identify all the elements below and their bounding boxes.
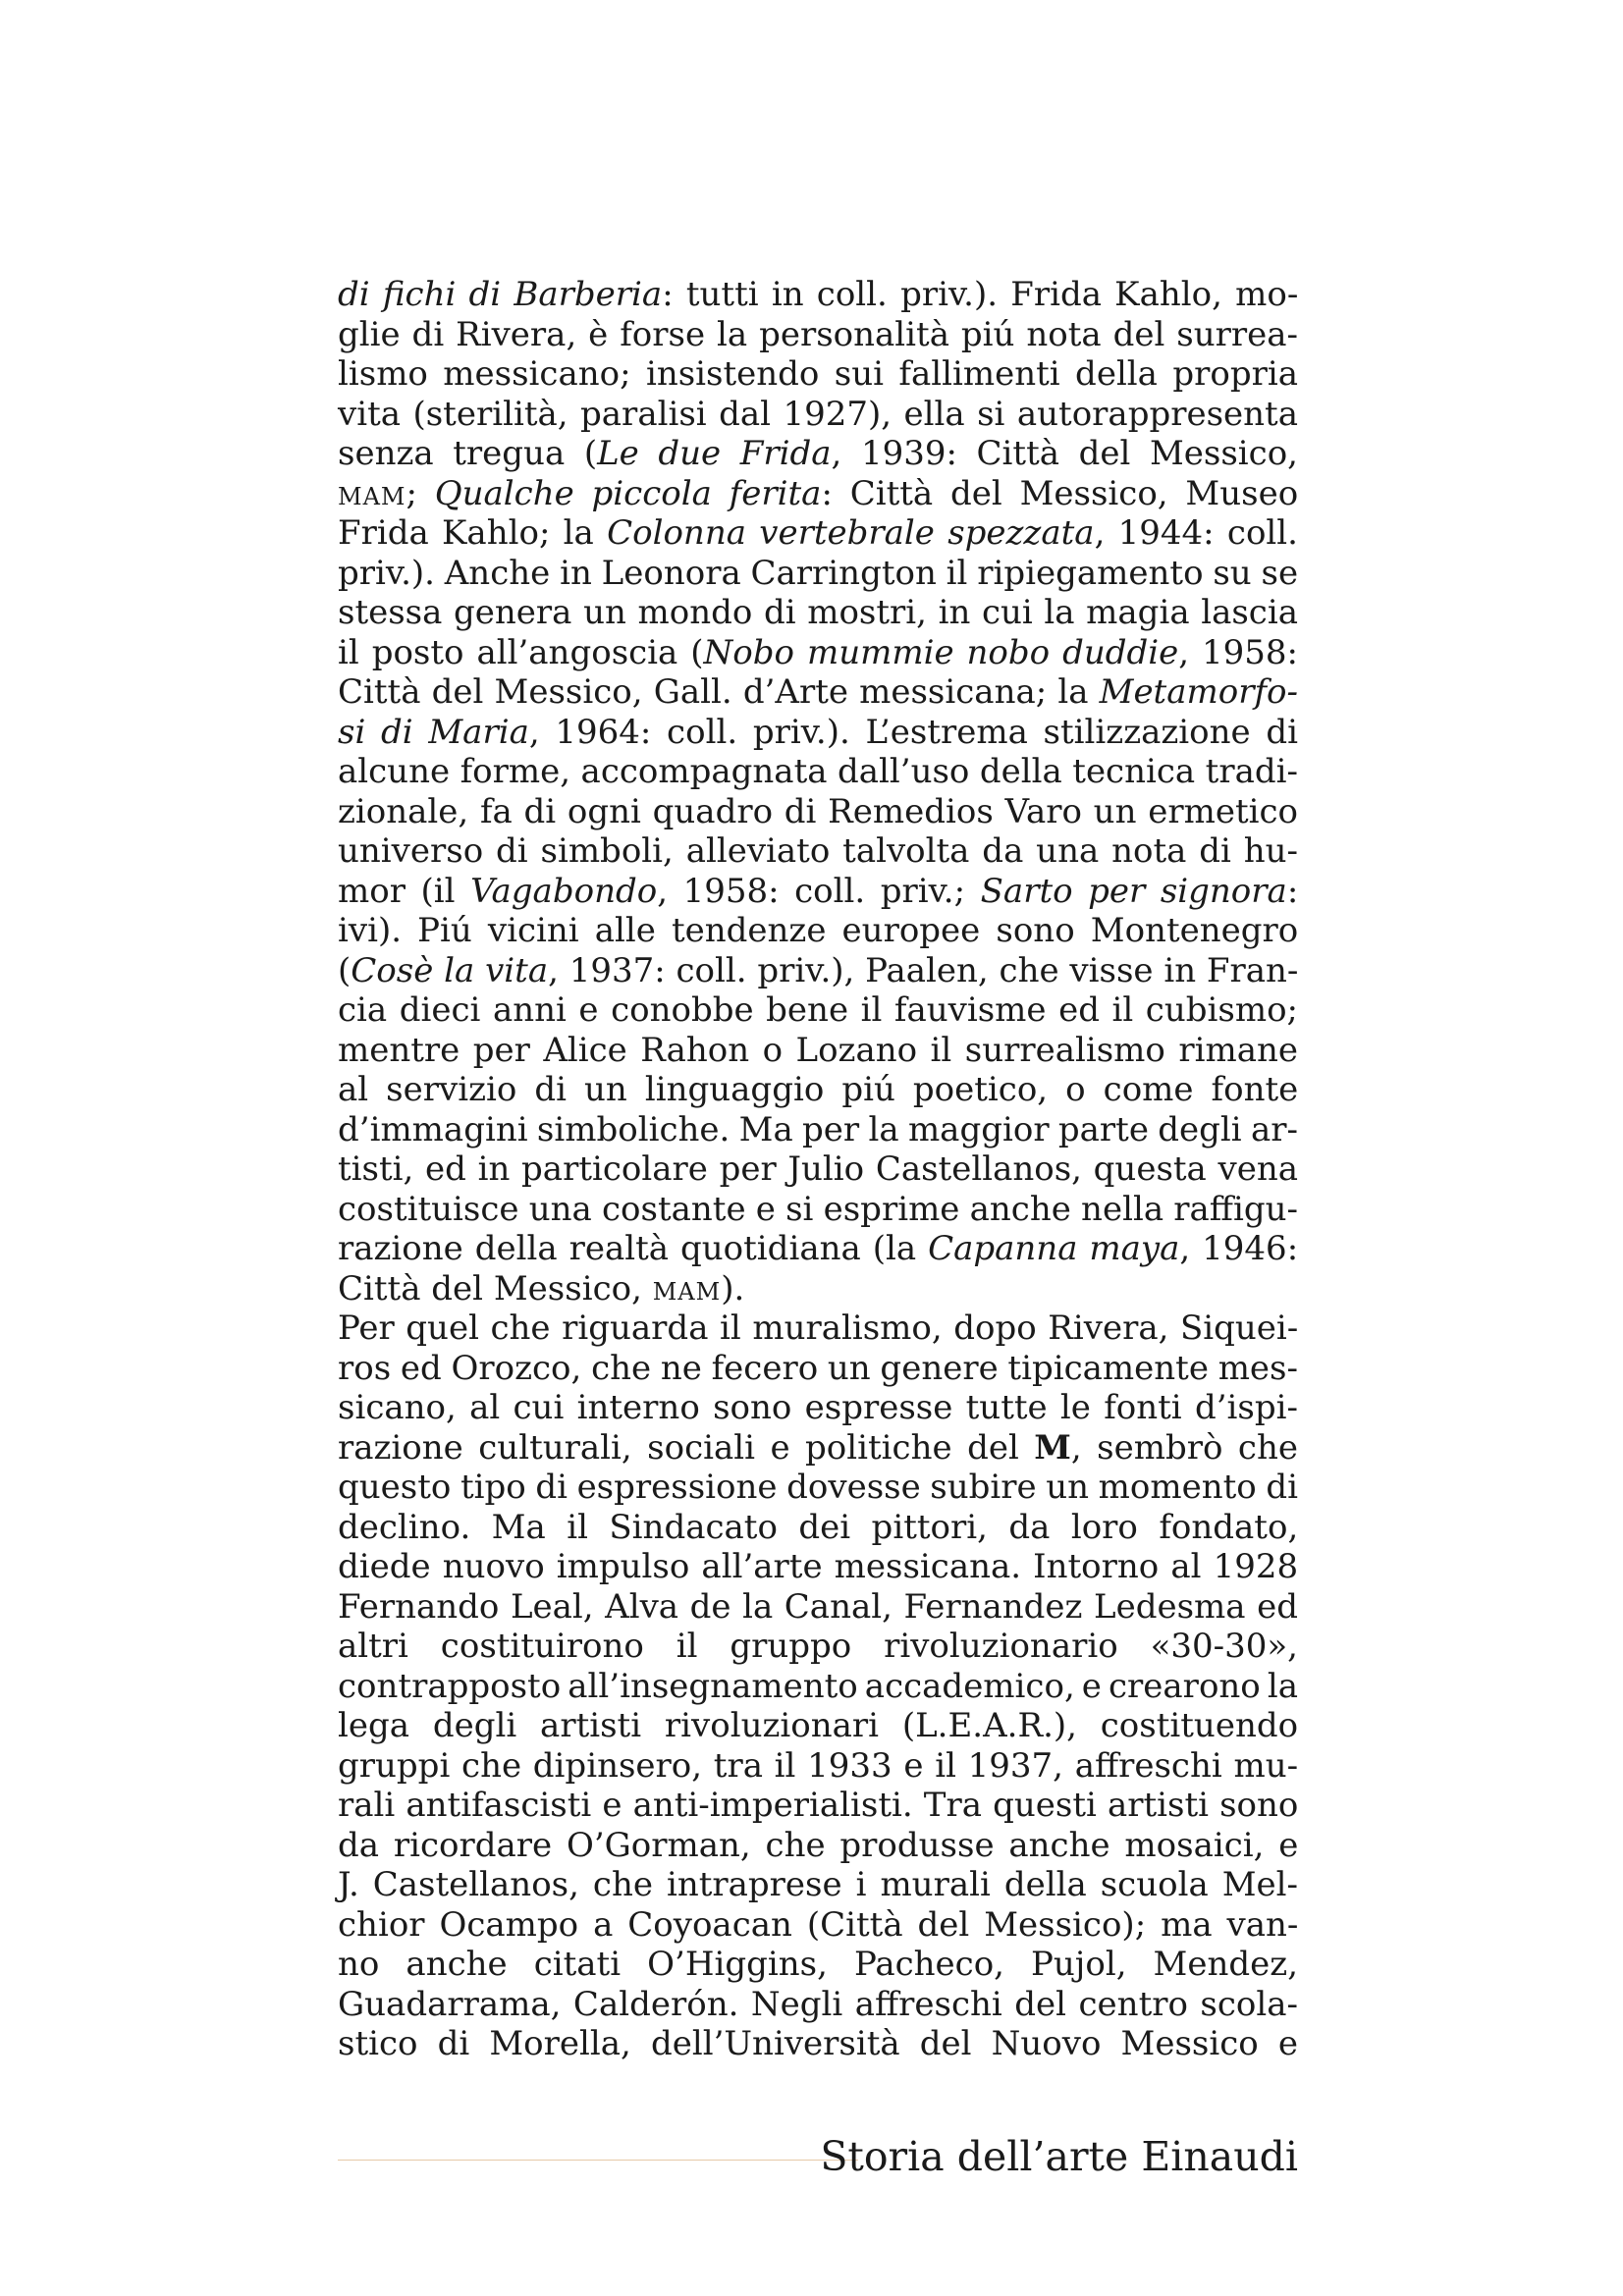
text-run: priv.). Anche in Leonora Carrington il ripiegamento su se <box>338 553 1299 593</box>
text-line <box>338 593 1298 633</box>
text-line <box>338 1508 1298 1548</box>
text-line <box>338 633 1298 673</box>
text-run: mentre per Alice Rahon o Lozano il surrealismo rimane <box>338 1030 1298 1070</box>
text-run: da ricordare O’Gorman, che produsse anche mosaici, e <box>338 1825 1299 1865</box>
text-line <box>338 1149 1298 1190</box>
text-line <box>338 1865 1298 1905</box>
text-run: universo di simboli, alleviato talvolta da una nota di hu- <box>338 831 1298 871</box>
text-run: , 1958: coll. priv.; <box>657 871 981 911</box>
text-run: , 1937: coll. priv.), Paalen, che visse in Fran- <box>548 950 1299 990</box>
text-line <box>338 1826 1298 1866</box>
small-caps-abbr: mam <box>652 1268 722 1308</box>
text-run: Guadarrama, Calderón. Negli affreschi del centro scola- <box>338 1984 1299 2024</box>
text-run: lismo messicano; insistendo sui fallimenti della propria <box>338 354 1298 394</box>
text-run: il posto all’angoscia ( <box>338 632 704 672</box>
text-line <box>338 1428 1298 1468</box>
text-line <box>338 1110 1298 1150</box>
text-line <box>338 1547 1298 1587</box>
text-run: al servizio di un linguaggio piú poetico, o come fonte <box>338 1070 1299 1109</box>
text-line <box>338 831 1298 872</box>
text-run: senza tregua ( <box>338 434 598 473</box>
text-run: zionale, fa di ogni quadro di Remedios Varo un ermetico <box>338 791 1298 831</box>
text-run: ( <box>338 950 352 990</box>
footer-title: Storia dell’arte Einaudi <box>820 2133 1298 2180</box>
small-caps-abbr: mam <box>338 473 406 513</box>
text-line <box>338 990 1298 1031</box>
text-run: stessa genera un mondo di mostri, in cui la magia lascia <box>338 593 1298 632</box>
text-run: diede nuovo impulso all’arte messicana. Intorno al 1928 <box>338 1547 1299 1586</box>
text-line <box>338 1706 1298 1746</box>
text-line <box>338 1468 1298 1508</box>
text-run: , sembrò che <box>1070 1427 1298 1468</box>
bold-text: M <box>1034 1427 1071 1468</box>
text-run: alcune forme, accompagnata dall’uso della tecnica tradi- <box>338 752 1298 791</box>
text-line <box>338 713 1298 753</box>
italic-title: Qualche piccola ferita <box>434 473 822 513</box>
text-line <box>338 911 1298 951</box>
text-run: ros ed Orozco, che ne fecero un genere tipicamente mes- <box>338 1348 1298 1388</box>
italic-title: Capanna maya <box>928 1229 1180 1268</box>
italic-title: Le due Frida <box>597 434 832 473</box>
text-run: razione della realtà quotidiana (la <box>338 1229 929 1268</box>
text-run: costituisce una costante e si esprime anche nella raffigu- <box>338 1189 1298 1229</box>
italic-title: Metamorfo- <box>1099 672 1298 712</box>
italic-title: di fichi di Barberia <box>338 275 663 314</box>
text-line <box>338 554 1298 594</box>
text-run: cia dieci anni e conobbe bene il fauvisme ed il cubismo; <box>338 990 1298 1030</box>
text-run: Città del Messico, Gall. d’Arte messicana; la <box>338 672 1100 712</box>
text-line <box>338 1031 1298 1071</box>
text-line <box>338 1667 1298 1707</box>
text-line <box>338 1190 1298 1230</box>
text-run: : <box>1286 871 1299 911</box>
italic-title: Nobo mummie nobo duddie <box>703 632 1179 672</box>
text-run: , 1964: coll. priv.). L’estrema stilizzazione di <box>528 712 1298 752</box>
text-line <box>338 792 1298 832</box>
text-run: , 1939: Città del Messico, <box>831 434 1298 473</box>
text-line <box>338 1070 1298 1110</box>
text-run: ivi). Piú vicini alle tendenze europee sono Montenegro <box>338 911 1299 950</box>
text-run: , 1946: <box>1179 1229 1299 1268</box>
text-run: Città del Messico, <box>338 1268 653 1308</box>
text-line <box>338 1388 1298 1428</box>
text-line <box>338 1786 1298 1826</box>
text-line <box>338 1349 1298 1389</box>
italic-title: Vagabondo <box>470 871 658 911</box>
text-run: chior Ocampo a Coyoacan (Città del Messico); ma van- <box>338 1904 1299 1945</box>
text-line <box>338 1308 1298 1349</box>
text-run: questo tipo di espressione dovesse subire un momento di <box>338 1468 1298 1507</box>
text-run: vita (sterilità, paralisi dal 1927), ella si autorappresenta <box>338 394 1298 434</box>
text-run: altri costituirono il gruppo rivoluzionario «30-30», <box>338 1627 1298 1666</box>
text-line <box>338 2024 1298 2064</box>
text-line <box>338 434 1298 474</box>
text-run: ). <box>721 1268 745 1308</box>
text-line <box>338 1627 1298 1667</box>
text-line <box>338 672 1298 713</box>
footer-rule <box>338 2160 858 2161</box>
text-run: Frida Kahlo; la <box>338 513 608 553</box>
italic-title: Sarto per signora <box>980 871 1287 911</box>
italic-title: si di Maria <box>338 712 529 752</box>
text-line <box>338 474 1298 514</box>
text-line <box>338 1985 1298 2025</box>
text-run: sicano, al cui interno sono espresse tutte le fonti d’ispi- <box>338 1388 1298 1427</box>
text-line <box>338 1229 1298 1269</box>
text-line <box>338 1945 1298 1985</box>
italic-title: Cosè la vita <box>351 950 549 990</box>
text-line <box>338 872 1298 912</box>
text-run: , 1944: coll. <box>1094 513 1298 553</box>
text-line <box>338 354 1298 395</box>
text-run: J. Castellanos, che intraprese i murali della scuola Mel- <box>338 1865 1298 1904</box>
text-run: declino. Ma il Sindacato dei pittori, da loro fondato, <box>338 1507 1299 1547</box>
text-run: razione culturali, sociali e politiche del <box>338 1427 1035 1468</box>
text-run: : Città del Messico, Museo <box>821 473 1299 513</box>
text-line <box>338 1587 1298 1628</box>
text-run: : tutti in coll. priv.). Frida Kahlo, mo- <box>662 275 1299 314</box>
text-run: no anche citati O’Higgins, Pacheco, Pujol, Mendez, <box>338 1945 1298 1984</box>
text-run: tisti, ed in particolare per Julio Castellanos, questa vena <box>338 1149 1299 1189</box>
text-line <box>338 395 1298 435</box>
text-run: stico di Morella, dell’Università del Nuovo Messico e <box>338 2024 1298 2063</box>
text-line <box>338 752 1298 792</box>
text-run: Fernando Leal, Alva de la Canal, Fernandez Ledesma ed <box>338 1586 1298 1627</box>
text-run: ; <box>406 473 435 513</box>
text-run: mor (il <box>338 871 471 911</box>
text-run: lega degli artisti rivoluzionari (L.E.A.R.), costituendo <box>338 1706 1299 1745</box>
text-run: glie di Rivera, è forse la personalità piú nota del surrea- <box>338 314 1298 354</box>
text-line <box>338 315 1298 355</box>
text-line <box>338 513 1298 554</box>
text-run: Per quel che riguarda il muralismo, dopo Rivera, Siquei- <box>338 1308 1299 1348</box>
text-run: rali antifascisti e anti-imperialisti. Tra questi artisti sono <box>338 1786 1299 1825</box>
text-run: contrapposto all’insegnamento accademico, e crearono la <box>338 1666 1298 1706</box>
text-line <box>338 1746 1298 1787</box>
italic-title: Colonna vertebrale spezzata <box>607 513 1095 553</box>
body-text <box>338 275 1298 2064</box>
text-run: d’immagini simboliche. Ma per la maggior parte degli ar- <box>338 1109 1298 1149</box>
text-run: , 1958: <box>1178 632 1299 672</box>
text-run: gruppi che dipinsero, tra il 1933 e il 1937, affreschi mu- <box>338 1745 1299 1786</box>
text-line <box>338 1905 1298 1946</box>
text-line <box>338 1269 1298 1309</box>
text-line <box>338 951 1298 991</box>
text-line <box>338 275 1298 315</box>
